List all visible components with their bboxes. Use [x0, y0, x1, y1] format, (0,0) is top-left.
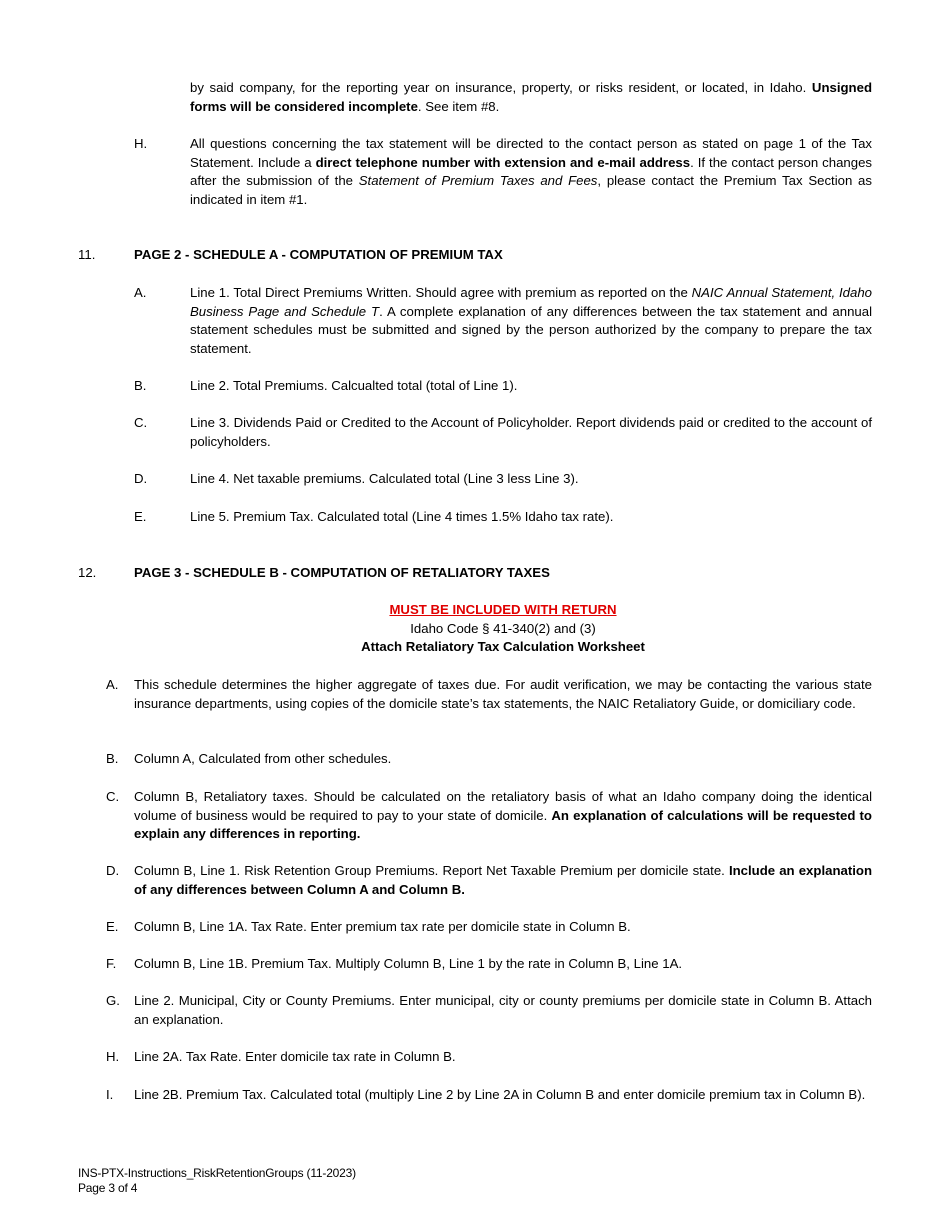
item-marker: G.	[106, 993, 120, 1008]
text-run: Column B, Retaliatory taxes. Should be calculated on the retaliatory basis of what an Idaho company doing the identical volume of business would be required to pay to your state of domicile.	[134, 789, 872, 823]
section-number: 12.	[78, 565, 97, 580]
sec12-item-b: Column A, Calculated from other schedules.	[134, 751, 392, 766]
item-marker: B.	[106, 751, 119, 766]
bold-run: Include an explanation of any differences between Column A and Column B.	[134, 863, 872, 897]
item-marker: H.	[106, 1049, 120, 1064]
text-run: . If the contact person changes after the submission of the	[190, 154, 873, 189]
sec12-item-h: Line 2A. Tax Rate. Enter domicile tax rate in Column B.	[134, 1049, 456, 1064]
sec12-item-c	[134, 788, 872, 844]
sec12-item-a: This schedule determines the higher aggregate of taxes due. For audit verification, we may be contacting the various state insurance departments, using copies of the domicile state’s tax statements, the NAIC Retaliatory Guide, or domiciliary code.	[134, 677, 872, 711]
item-marker: D.	[106, 863, 120, 878]
sec12-item-i: Line 2B. Premium Tax. Calculated total (multiply Line 2 by Line 2A in Column B and enter domicile premium tax in Column B).	[134, 1087, 866, 1102]
item-marker: B.	[134, 378, 147, 393]
sec12-item-e: Column B, Line 1A. Tax Rate. Enter premium tax rate per domicile state in Column B.	[134, 919, 631, 934]
sec10-item-h	[190, 135, 872, 209]
item-marker: I.	[106, 1087, 114, 1102]
footer-doc-id: INS-PTX-Instructions_RiskRetentionGroups (11-2023)	[78, 1166, 356, 1180]
text-run: by said company, for the reporting year on insurance, property, or risks resident, or located, in Idaho.	[190, 80, 812, 95]
item-marker: C.	[134, 415, 148, 430]
sec11-item-e: Line 5. Premium Tax. Calculated total (Line 4 times 1.5% Idaho tax rate).	[190, 509, 614, 524]
sec12-item-g: Line 2. Municipal, City or County Premiums. Enter municipal, city or county premiums per domicile state in Column B. Attach an explanation.	[134, 993, 872, 1027]
item-marker: C.	[106, 789, 120, 804]
sec11-item-a	[190, 284, 872, 358]
item-marker: A.	[134, 285, 147, 300]
sec10-continuation	[190, 79, 872, 116]
text-run: Column B, Line 1. Risk Retention Group Premiums. Report Net Taxable Premium per domicile state.	[134, 863, 729, 878]
sec11-item-c: Line 3. Dividends Paid or Credited to the Account of Policyholder. Report dividends paid or credited to the account of policyholders.	[190, 415, 872, 449]
text-run: Line 1. Total Direct Premiums Written. Should agree with premium as reported on the	[190, 285, 692, 300]
attach-worksheet-note: Attach Retaliatory Tax Calculation Worksheet	[361, 639, 645, 654]
italic-run: Statement of Premium Taxes and Fees	[358, 173, 598, 189]
item-marker: E.	[106, 919, 119, 934]
item-marker: E.	[134, 509, 147, 524]
item-marker: F.	[106, 956, 117, 971]
bold-run: direct telephone number with extension and e-mail address	[315, 154, 691, 170]
text-run: , please contact the Premium Tax Section as indicated in item #1.	[190, 173, 872, 207]
item-marker: A.	[106, 677, 119, 692]
bold-run: An explanation of calculations will be requested to explain any differences in reporting.	[134, 807, 872, 842]
bold-run: Unsigned forms will be considered incomplete	[190, 80, 872, 114]
footer-page-number: Page 3 of 4	[78, 1181, 138, 1195]
text-run: . A complete explanation of any differences between the tax statement and annual statement schedules must be submitted and signed by the person authorized by the company to prepare the tax statement.	[190, 303, 873, 356]
text-run: . See item #8.	[417, 98, 500, 114]
section-number: 11.	[78, 247, 96, 262]
item-marker: D.	[134, 471, 148, 486]
notice-line	[134, 601, 872, 620]
sec12-item-f: Column B, Line 1B. Premium Tax. Multiply Column B, Line 1 by the rate in Column B, Line 1A.	[134, 956, 683, 971]
idaho-code-reference: Idaho Code § 41-340(2) and (3)	[410, 621, 596, 636]
sec12-item-d	[134, 862, 872, 899]
page-footer	[78, 1166, 356, 1196]
must-include-notice: MUST BE INCLUDED WITH RETURN	[389, 602, 617, 617]
sec11-item-b: Line 2. Total Premiums. Calcualted total (total of Line 1).	[190, 378, 518, 393]
item-marker: H.	[134, 136, 148, 151]
text-run: All questions concerning the tax statement will be directed to the contact person as stated on page 1 of the Tax Statement. Include a	[190, 136, 872, 170]
section-heading: PAGE 3 - SCHEDULE B - COMPUTATION OF RETALIATORY TAXES	[134, 565, 550, 580]
italic-run: NAIC Annual Statement, Idaho Business Page and Schedule T	[190, 285, 872, 319]
section-heading: PAGE 2 - SCHEDULE A - COMPUTATION OF PREMIUM TAX	[134, 247, 503, 262]
sec11-item-d: Line 4. Net taxable premiums. Calculated total (Line 3 less Line 3).	[190, 471, 579, 486]
